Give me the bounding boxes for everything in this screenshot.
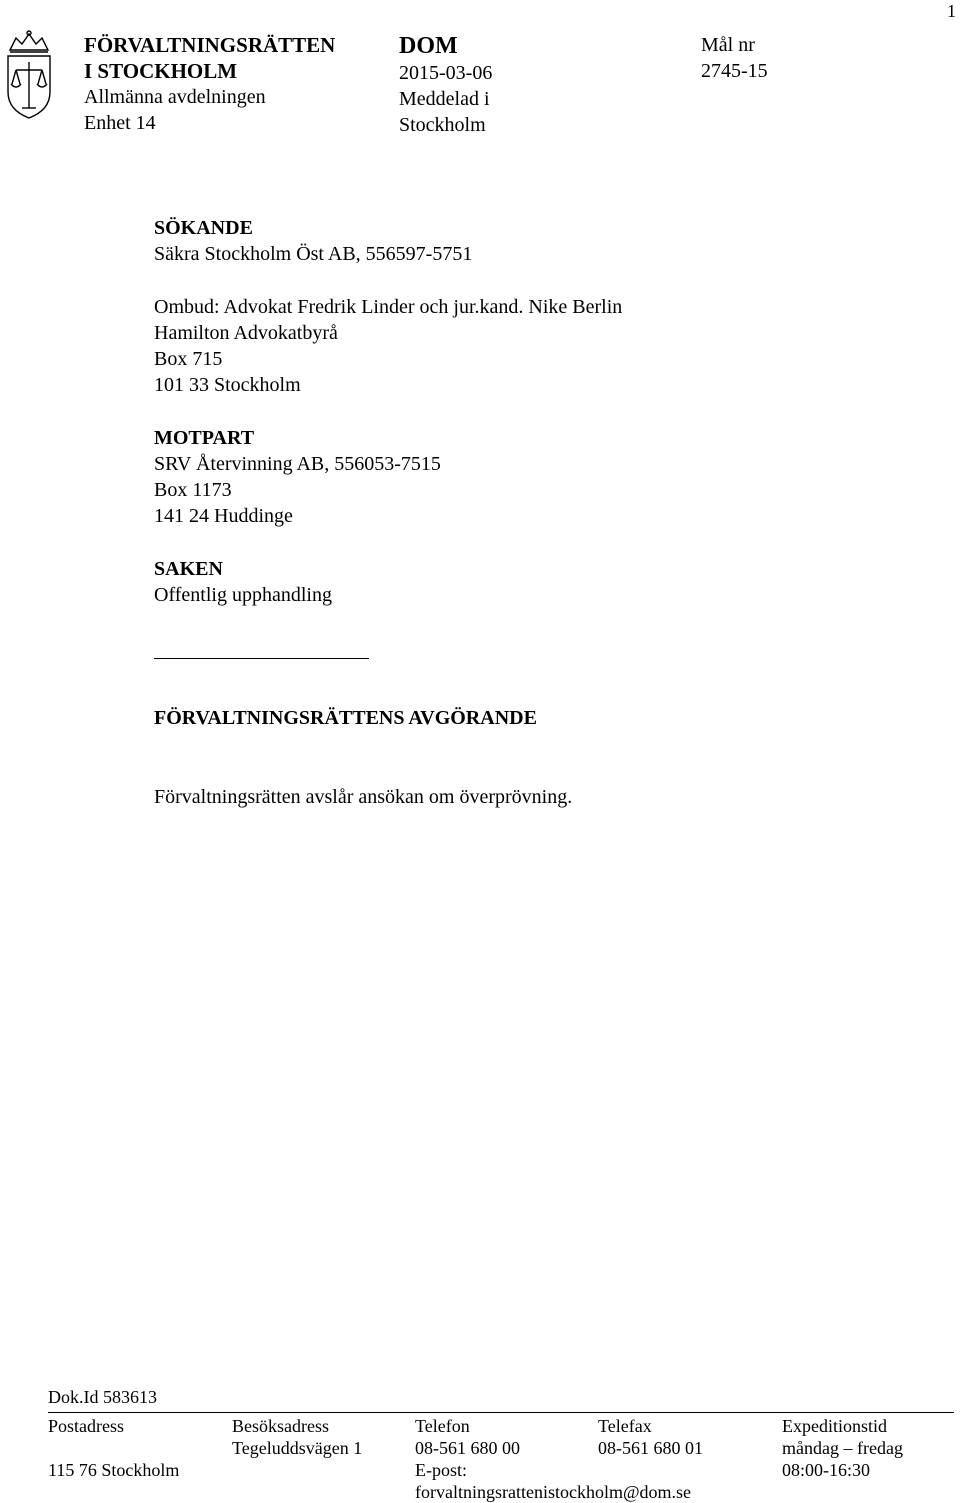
case-label: Mål nr xyxy=(701,34,755,56)
applicant-counsel: Ombud: Advokat Fredrik Linder och jur.kand. Nike Berlin xyxy=(154,296,623,318)
issued-place: Stockholm xyxy=(399,114,486,136)
applicant-firm: Hamilton Advokatbyrå xyxy=(154,322,338,344)
footer-postal-city: 115 76 Stockholm xyxy=(48,1460,180,1480)
footer-fax: 08-561 680 01 xyxy=(598,1438,703,1458)
document-date: 2015-03-06 xyxy=(399,62,493,84)
counterparty-box: Box 1173 xyxy=(154,479,232,501)
court-header xyxy=(84,32,335,136)
document-id: Dok.Id 583613 xyxy=(48,1387,157,1407)
court-name-line2: I STOCKHOLM xyxy=(84,59,238,83)
case-number: 2745-15 xyxy=(701,60,768,82)
court-unit: Enhet 14 xyxy=(84,112,156,134)
decision-text: Förvaltningsrätten avslår ansökan om överprövning. xyxy=(154,786,573,808)
court-name-line1: FÖRVALTNINGSRÄTTEN xyxy=(84,33,336,57)
footer-hours-heading: Expeditionstid xyxy=(782,1416,887,1436)
footer-visit-heading: Besöksadress xyxy=(232,1416,329,1436)
coat-of-arms-icon xyxy=(0,30,58,122)
counterparty-heading: MOTPART xyxy=(154,427,255,449)
footer-phone: 08-561 680 00 xyxy=(415,1438,520,1458)
applicant-heading: SÖKANDE xyxy=(154,217,253,239)
footer-visit-address: Tegeluddsvägen 1 xyxy=(232,1438,363,1458)
footer-rule xyxy=(48,1412,954,1413)
footer-email-label: E-post: xyxy=(415,1460,467,1480)
issued-label: Meddelad i xyxy=(399,88,490,110)
footer-hours-time: 08:00-16:30 xyxy=(782,1460,870,1480)
page-number: 1 xyxy=(947,1,956,21)
footer-email[interactable]: forvaltningsrattenistockholm@dom.se xyxy=(415,1482,692,1502)
footer-fax-heading: Telefax xyxy=(598,1416,652,1436)
footer-hours-days: måndag – fredag xyxy=(782,1438,903,1458)
applicant-city: 101 33 Stockholm xyxy=(154,374,301,396)
footer-phone-heading: Telefon xyxy=(415,1416,470,1436)
court-division: Allmänna avdelningen xyxy=(84,86,266,108)
counterparty-name: SRV Återvinning AB, 556053-7515 xyxy=(154,453,441,475)
matter-heading: SAKEN xyxy=(154,558,223,580)
applicant-name: Säkra Stockholm Öst AB, 556597-5751 xyxy=(154,243,473,265)
document-body xyxy=(154,215,622,608)
case-header xyxy=(701,32,768,84)
matter-text: Offentlig upphandling xyxy=(154,584,332,606)
footer-postal-heading: Postadress xyxy=(48,1416,124,1436)
applicant-box: Box 715 xyxy=(154,348,223,370)
separator-line xyxy=(154,658,369,659)
decision-heading: FÖRVALTNINGSRÄTTENS AVGÖRANDE xyxy=(154,707,537,729)
document-header xyxy=(399,32,492,138)
document-type: DOM xyxy=(399,33,458,59)
counterparty-city: 141 24 Huddinge xyxy=(154,505,293,527)
